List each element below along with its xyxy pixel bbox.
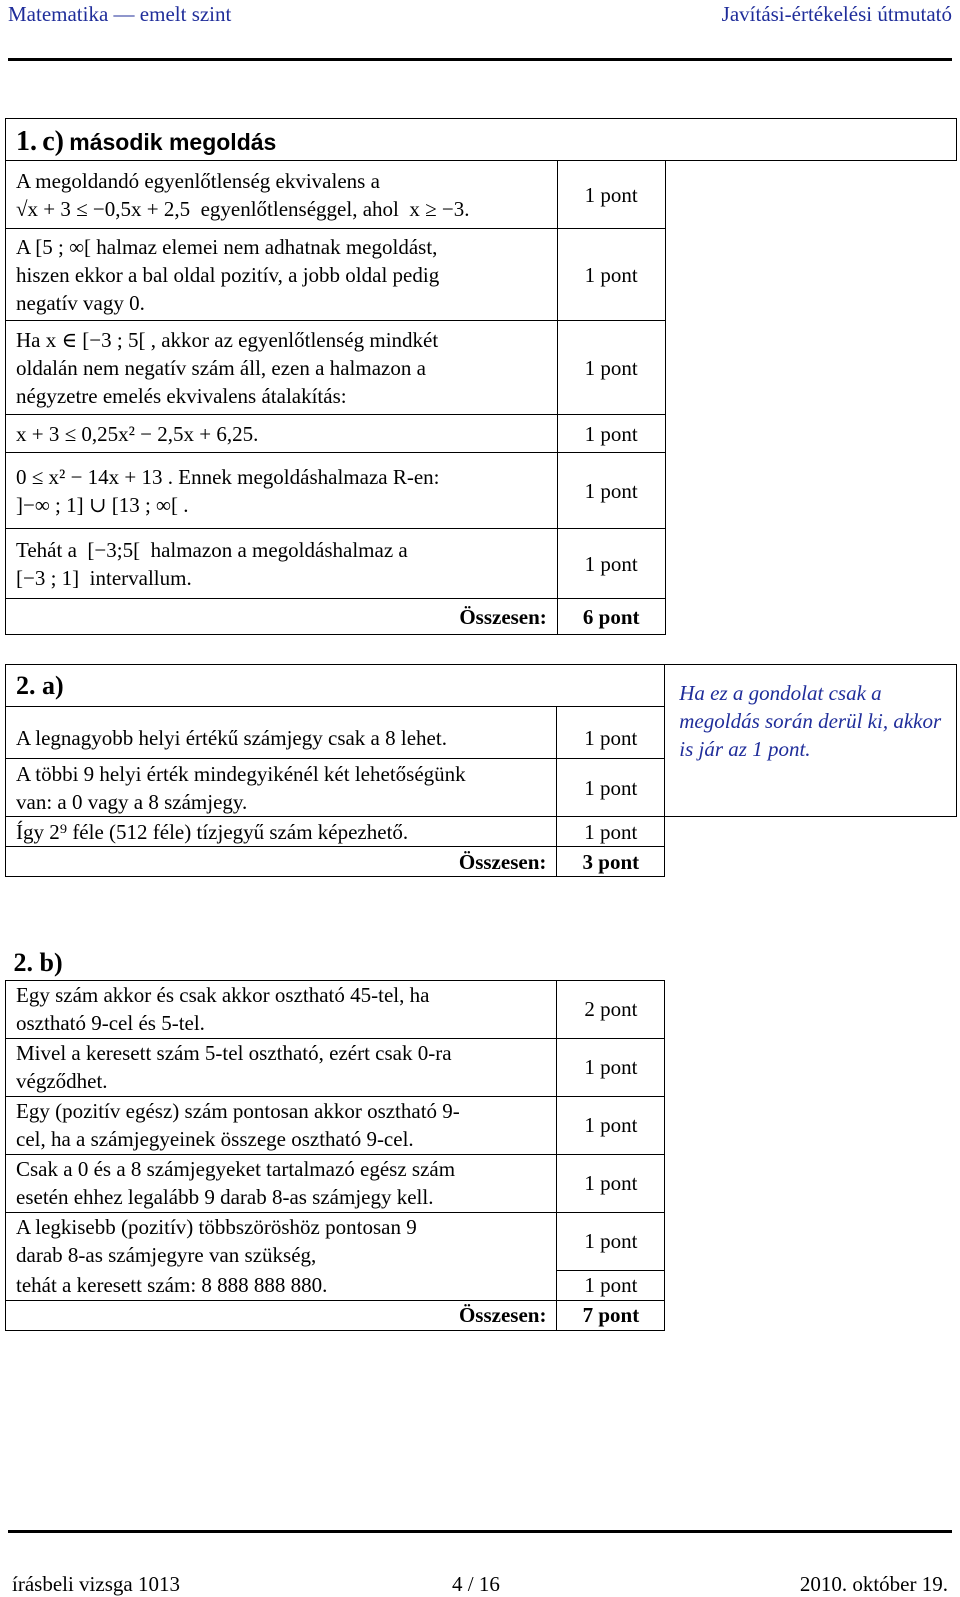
empty-note-cell (665, 1038, 957, 1096)
step-text: Egy szám akkor és csak akkor osztható 45-tel, ha (16, 983, 430, 1007)
step-text: négyzetre emelés ekvivalens átalakítás: (16, 383, 347, 408)
section-1c-title: második megoldás (69, 129, 277, 155)
solution-step (6, 1038, 557, 1096)
footer-exam-code: írásbeli vizsga 1013 (12, 1572, 180, 1596)
step-text: A megoldandó egyenlőtlenség ekvivalens a (16, 168, 380, 193)
step-points: 1 pont (557, 415, 665, 453)
step-text: Egy (pozitív egész) szám pontosan akkor osztható 9- (16, 1099, 460, 1123)
empty-note-cell (665, 847, 957, 877)
step-text: cel, ha a számjegyeinek összege osztható 9-cel. (16, 1127, 414, 1151)
section-2b-title: 2. b) (13, 947, 63, 977)
solution-step (6, 321, 558, 415)
solution-step: A legnagyobb helyi értékű számjegy csak a 8 lehet. (6, 707, 557, 759)
footer-divider (8, 1530, 952, 1533)
step-text: esetén ehhez legalább 9 darab 8-as számjegy kell. (16, 1185, 434, 1209)
empty-note-cell (665, 453, 956, 529)
solution-step (6, 529, 558, 599)
empty-note-cell (665, 529, 956, 599)
header-divider (8, 58, 952, 61)
header-guide-title: Javítási-értékelési útmutató (721, 2, 952, 26)
empty-note-cell (665, 229, 956, 321)
step-points: 1 pont (557, 229, 665, 321)
step-text: A többi 9 helyi érték mindegyikénél két lehetőségünk (16, 761, 466, 786)
empty-note-cell (665, 1154, 957, 1212)
empty-note-cell (665, 817, 957, 847)
empty-note-cell (665, 1300, 957, 1330)
step-points: 1 pont (557, 1154, 665, 1212)
step-text: Mivel a keresett szám 5-tel osztható, ezért csak 0-ra (16, 1041, 452, 1065)
solution-step: tehát a keresett szám: 8 888 888 880. (6, 1270, 557, 1300)
section-1c-letter: c) (42, 126, 65, 157)
section-1c-number: 1. (16, 126, 37, 157)
step-math: ]−∞ ; 1] ∪ [13 ; ∞[ . (16, 492, 189, 517)
section-2b-table (5, 946, 957, 1331)
step-text: negatív vagy 0. (16, 290, 145, 315)
step-points: 1 pont (557, 1212, 665, 1270)
step-points: 1 pont (557, 321, 665, 415)
solution-step: Így 2⁹ féle (512 féle) tízjegyű szám képezhető. (6, 817, 557, 847)
step-points: 2 pont (557, 980, 665, 1038)
solution-step: x + 3 ≤ 0,25x² − 2,5x + 6,25. (6, 415, 558, 453)
page-number: 4 / 16 (452, 1572, 500, 1596)
step-math: Tehát a [−3;5[ halmazon a megoldáshalmaz a (16, 537, 408, 562)
step-text: oldalán nem negatív szám áll, ezen a halmazon a (16, 355, 426, 380)
step-text: van: a 0 vagy a 8 számjegy. (16, 789, 248, 814)
empty-note-cell (665, 1212, 957, 1270)
solution-step (6, 980, 557, 1038)
step-math: √x + 3 ≤ −0,5x + 2,5 egyenlőtlenséggel, ahol x ≥ −3. (16, 196, 470, 221)
step-math: 0 ≤ x² − 14x + 13 . Ennek megoldáshalmaza R-en: (16, 464, 440, 489)
section-1c-heading (6, 119, 957, 161)
step-points: 1 pont (557, 1270, 665, 1300)
step-points: 1 pont (557, 529, 665, 599)
total-points: 7 pont (557, 1300, 665, 1330)
step-text: osztható 9-cel és 5-tel. (16, 1011, 205, 1035)
solution-step (6, 161, 558, 229)
empty-note-cell (665, 980, 957, 1038)
step-points: 1 pont (557, 453, 665, 529)
page-header (0, 0, 960, 30)
step-text: végződhet. (16, 1069, 108, 1093)
empty-note-cell (665, 415, 956, 453)
step-points: 1 pont (557, 161, 665, 229)
step-points: 1 pont (557, 759, 665, 817)
grading-note: Ha ez a gondolat csak a megoldás során derül ki, akkor is jár az 1 pont. (665, 665, 957, 817)
footer-date: 2010. október 19. (799, 1572, 948, 1596)
empty-note-cell (665, 946, 957, 980)
empty-note-cell (665, 161, 956, 229)
step-text: hiszen ekkor a bal oldal pozitív, a jobb oldal pedig (16, 262, 440, 287)
solution-step (6, 759, 557, 817)
step-text: A legkisebb (pozitív) többszöröshöz pontosan 9 (16, 1215, 417, 1240)
step-text: Csak a 0 és a 8 számjegyeket tartalmazó egész szám (16, 1157, 456, 1181)
step-text: darab 8-as számjegyre van szükség, (16, 1243, 317, 1268)
empty-note-cell (665, 599, 956, 635)
total-label: Összesen: (6, 847, 557, 877)
empty-note-cell (665, 1096, 957, 1154)
solution-step (6, 1212, 557, 1270)
section-2a-table (5, 664, 957, 877)
step-text: A [5 ; ∞[ halmaz elemei nem adhatnak megoldást, (16, 234, 438, 259)
section-2a-title: 2. a) (6, 665, 665, 707)
total-label: Összesen: (6, 599, 558, 635)
step-points: 1 pont (557, 1038, 665, 1096)
header-subject: Matematika — emelt szint (8, 2, 232, 26)
empty-note-cell (665, 1270, 957, 1300)
step-points: 1 pont (557, 1096, 665, 1154)
solution-step (6, 229, 558, 321)
empty-note-cell (665, 321, 956, 415)
solution-step (6, 453, 558, 529)
total-label: Összesen: (6, 1300, 557, 1330)
total-points: 3 pont (557, 847, 665, 877)
solution-step (6, 1154, 557, 1212)
total-points: 6 pont (557, 599, 665, 635)
step-points: 1 pont (557, 817, 665, 847)
step-text: Ha x ∈ [−3 ; 5[ , akkor az egyenlőtlenség mindkét (16, 327, 439, 352)
section-1c-table (5, 118, 957, 635)
step-points: 1 pont (557, 707, 665, 759)
solution-step (6, 1096, 557, 1154)
step-math: [−3 ; 1] intervallum. (16, 565, 192, 590)
